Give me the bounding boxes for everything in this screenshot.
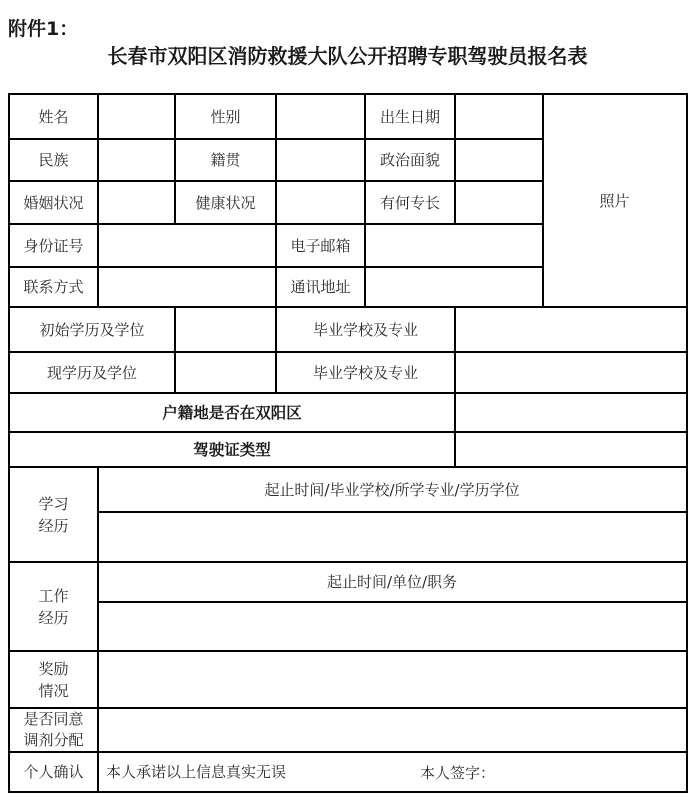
reassignment-label-line2: 调剂分配 [23, 731, 84, 749]
ethnicity-label: 民族 [38, 151, 69, 169]
divider [98, 511, 688, 513]
table-border-left [8, 93, 10, 793]
name-field[interactable] [98, 94, 175, 139]
divider [9, 707, 688, 709]
residence-question-label: 户籍地是否在双阳区 [162, 403, 302, 422]
initial-school-label: 毕业学校及专业 [312, 320, 418, 339]
work-history-label-line2: 经历 [38, 608, 69, 627]
current-school-label: 毕业学校及专业 [312, 363, 418, 382]
birthdate-label: 出生日期 [379, 107, 440, 126]
divider [9, 351, 688, 353]
divider [9, 751, 688, 753]
current-degree-label: 现学历及学位 [46, 363, 137, 382]
license-type-label: 驾驶证类型 [193, 440, 271, 459]
id-number-field[interactable] [98, 224, 276, 267]
current-degree-field[interactable] [175, 352, 276, 393]
divider [174, 93, 176, 224]
divider [97, 466, 99, 792]
marital-status-field[interactable] [98, 181, 175, 224]
reassignment-label [9, 708, 98, 752]
email-label: 电子邮箱 [290, 236, 351, 255]
health-status-field[interactable] [276, 181, 365, 224]
form-title: 长春市双阳区消防救援大队公开招聘专职驾驶员报名表 [107, 44, 588, 68]
divider [9, 306, 688, 308]
divider [454, 306, 456, 467]
photo-label: 照片 [599, 191, 630, 210]
specialty-field[interactable] [455, 181, 543, 224]
health-status-label: 健康状况 [195, 193, 256, 212]
initial-degree-label: 初始学历及学位 [39, 320, 145, 339]
divider [9, 466, 688, 468]
table-border-right [686, 93, 688, 793]
signature-field[interactable] [500, 752, 686, 792]
work-history-label-line1: 工作 [38, 586, 69, 605]
study-history-label [9, 467, 98, 562]
work-history-field[interactable] [98, 602, 686, 651]
address-label: 通讯地址 [290, 278, 351, 296]
license-type-field[interactable] [455, 432, 686, 467]
id-number-label: 身份证号 [23, 236, 84, 255]
divider [97, 93, 99, 307]
divider [174, 306, 176, 393]
table-border-bottom [9, 791, 688, 793]
specialty-label: 有何专长 [379, 193, 440, 212]
divider [9, 392, 688, 394]
marital-status-label: 婚姻状况 [23, 193, 84, 212]
divider [9, 561, 688, 563]
birthdate-field[interactable] [455, 94, 543, 139]
awards-field[interactable] [98, 651, 686, 708]
confirmation-statement: 本人承诺以上信息真实无误 [106, 763, 287, 781]
current-school-field[interactable] [455, 352, 686, 393]
signature-label: 本人签字： [420, 764, 496, 782]
contact-field[interactable] [98, 267, 276, 307]
name-label: 姓名 [38, 107, 69, 126]
divider [364, 93, 366, 307]
photo-area[interactable] [543, 94, 686, 307]
study-history-field[interactable] [98, 512, 686, 562]
native-place-field[interactable] [276, 139, 365, 181]
email-field[interactable] [365, 224, 543, 267]
study-history-header: 起止时间/毕业学校/所学专业/学历学位 [264, 480, 520, 499]
attachment-label: 附件1： [8, 18, 79, 40]
divider [275, 93, 277, 393]
confirmation-label: 个人确认 [23, 763, 84, 781]
study-history-label-line1: 学习 [38, 494, 69, 513]
ethnicity-field[interactable] [98, 139, 175, 181]
divider [9, 650, 688, 652]
work-history-label [9, 562, 98, 651]
native-place-label: 籍贯 [210, 151, 241, 169]
divider [98, 601, 688, 603]
divider [9, 431, 688, 433]
divider [542, 93, 544, 307]
divider [454, 93, 456, 224]
awards-label [9, 651, 98, 708]
reassignment-field[interactable] [98, 708, 686, 752]
gender-label: 性别 [210, 107, 241, 126]
political-status-field[interactable] [455, 139, 543, 181]
address-field[interactable] [365, 267, 543, 307]
table-border-top [9, 93, 688, 95]
work-history-header: 起止时间/单位/职务 [326, 573, 458, 591]
initial-degree-field[interactable] [175, 307, 276, 352]
initial-school-field[interactable] [455, 307, 686, 352]
awards-label-line2: 情况 [38, 681, 69, 700]
contact-label: 联系方式 [23, 278, 84, 296]
residence-answer-field[interactable] [455, 393, 686, 432]
political-status-label: 政治面貌 [379, 151, 440, 169]
gender-field[interactable] [276, 94, 365, 139]
study-history-label-line2: 经历 [38, 516, 69, 535]
awards-label-line1: 奖励 [38, 659, 69, 678]
reassignment-label-line1: 是否同意 [23, 710, 84, 728]
